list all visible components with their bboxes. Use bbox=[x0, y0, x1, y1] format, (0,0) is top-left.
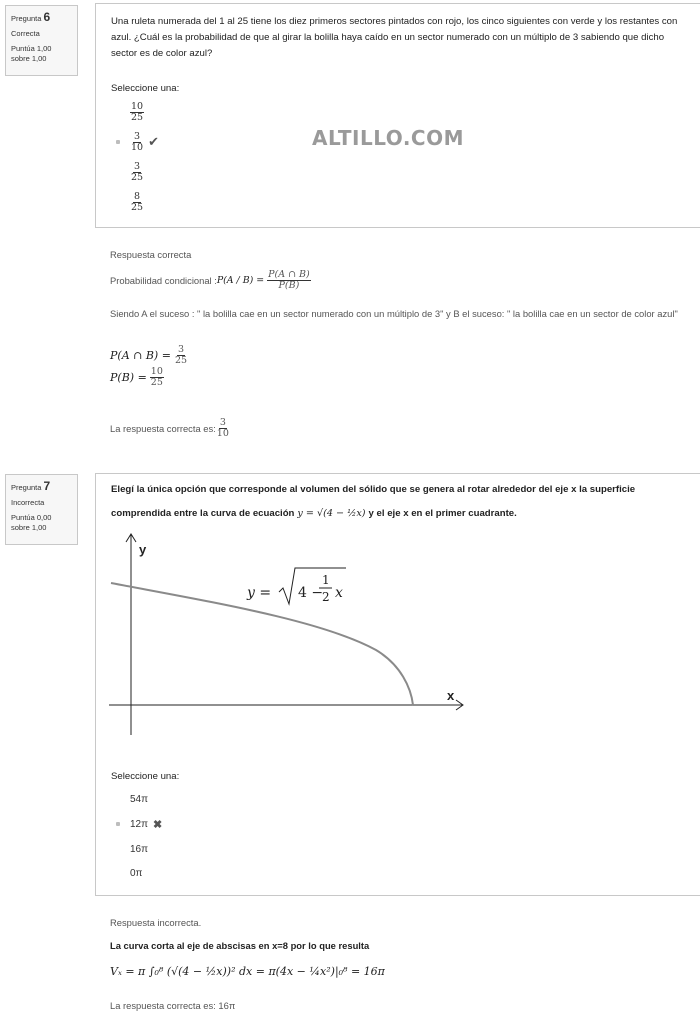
question-score: Puntúa 1,00 sobre 1,00 bbox=[11, 44, 52, 63]
question-6-text: Una ruleta numerada del 1 al 25 tiene los diez primeros sectores pintados con rojo, los cinco siguientes con verde y los restantes con azul. ¿Cuál es la probabilidad de que al girar la bolilla haya caído en un sector numerado con un múltiplo de 3 sabiendo que dicho sector es de color azul? bbox=[111, 16, 678, 59]
option-3-25[interactable] bbox=[114, 159, 144, 185]
question-7-text-suffix: y el eje x en el primer cuadrante. bbox=[368, 508, 517, 519]
function-graph bbox=[101, 530, 471, 745]
p-b-line bbox=[110, 367, 164, 388]
option-radio[interactable] bbox=[114, 869, 122, 877]
option-radio[interactable] bbox=[114, 168, 122, 176]
option-fraction: $\frac{10}{25}$ bbox=[131, 100, 144, 123]
curve-equation-frac-den: 2 bbox=[322, 590, 330, 604]
conditional-fraction: $\frac{P(A \cap B)}{P(B)}$ bbox=[268, 269, 310, 291]
question-7-info bbox=[5, 474, 78, 545]
conditional-label: Probabilidad condicional : bbox=[110, 275, 217, 286]
question-7-equation: y = √(4 − ½x) bbox=[297, 508, 366, 519]
correct-check-icon: ✔ bbox=[148, 134, 159, 149]
p-b-fraction: $\frac{10}{25}$ bbox=[150, 366, 163, 388]
question-6-info bbox=[5, 5, 78, 76]
question-6-box bbox=[95, 3, 700, 228]
option-fraction: $\frac{8}{25}$ bbox=[131, 190, 144, 213]
events-explanation: Siendo A el suceso : " la bolilla cae en un sector numerado con un múltiplo de 3" y B el suceso: " la bolilla cae en un sector de color azul" bbox=[110, 308, 678, 319]
correct-answer-line: La respuesta correcta es: 16π bbox=[110, 1000, 236, 1011]
conditional-probability-line bbox=[110, 270, 311, 291]
question-score: Puntúa 0,00 sobre 1,00 bbox=[11, 513, 52, 532]
option-fraction: $\frac{3}{25}$ bbox=[131, 160, 144, 183]
option-12pi[interactable] bbox=[114, 811, 162, 837]
option-fraction: $\frac{3}{10}$ bbox=[131, 130, 144, 153]
option-8-25[interactable] bbox=[114, 189, 144, 215]
y-axis-label: y bbox=[139, 542, 147, 557]
curve bbox=[111, 583, 413, 705]
question-number: 6 bbox=[43, 10, 51, 24]
question-7-text-line1: Elegí la única opción que corresponde al volumen del sólido que se genera al rotar alrededor del eje x la superficie bbox=[111, 484, 636, 495]
p-a-and-b-fraction: $\frac{3}{25}$ bbox=[174, 344, 188, 366]
question-state: Incorrecta bbox=[11, 498, 45, 507]
curve-equation-rad-b: x bbox=[335, 585, 343, 601]
option-radio[interactable] bbox=[114, 795, 122, 803]
option-radio-selected[interactable] bbox=[114, 138, 122, 146]
question-state: Correcta bbox=[11, 29, 40, 38]
option-radio[interactable] bbox=[114, 108, 122, 116]
option-54pi[interactable] bbox=[114, 786, 148, 812]
correct-answer-label: La respuesta correcta es: bbox=[110, 423, 216, 434]
question-7-text-prefix: comprendida entre la curva de ecuación bbox=[111, 508, 295, 519]
volume-formula: Vₓ = π ∫₀⁸ (√(4 − ½x))² dx = π(4x − ¼x²)|₀⁸ = 16π bbox=[110, 965, 385, 978]
option-label: 16π bbox=[130, 843, 149, 855]
p-b-lhs: P(B) = bbox=[110, 371, 147, 384]
feedback-title: Respuesta incorrecta. bbox=[110, 917, 202, 928]
option-10-25[interactable] bbox=[114, 99, 144, 125]
x-axis-label: x bbox=[447, 688, 455, 703]
feedback-explanation: La curva corta al eje de abscisas en x=8 por lo que resulta bbox=[110, 940, 370, 951]
question-7-box bbox=[95, 473, 700, 896]
p-a-and-b-line bbox=[110, 345, 188, 366]
correct-answer-fraction: $\frac{3}{10}$ bbox=[216, 417, 229, 439]
question-label: Pregunta bbox=[11, 483, 42, 492]
option-label: 54π bbox=[130, 793, 149, 805]
select-one-label: Seleccione una: bbox=[111, 771, 180, 782]
option-label: 0π bbox=[130, 867, 143, 879]
curve-equation-frac-num: 1 bbox=[322, 573, 330, 587]
incorrect-x-icon: ✖ bbox=[153, 818, 163, 831]
option-16pi[interactable] bbox=[114, 836, 148, 862]
p-a-and-b-lhs: P(A ∩ B) = bbox=[110, 349, 171, 362]
option-radio[interactable] bbox=[114, 198, 122, 206]
question-label: Pregunta bbox=[11, 14, 42, 23]
correct-answer-line bbox=[110, 418, 230, 439]
curve-equation-lhs: y = bbox=[247, 585, 272, 601]
option-3-10[interactable] bbox=[114, 129, 159, 155]
feedback-title: Respuesta correcta bbox=[110, 249, 192, 260]
curve-equation-rad-a: 4 − bbox=[298, 585, 324, 601]
question-number: 7 bbox=[43, 479, 51, 493]
option-radio[interactable] bbox=[114, 845, 122, 853]
option-0pi[interactable] bbox=[114, 860, 142, 886]
watermark: ALTILLO.COM bbox=[312, 126, 465, 150]
conditional-lhs: P(A / B) = bbox=[216, 275, 265, 286]
question-7-text-line2 bbox=[111, 506, 689, 522]
option-label: 12π bbox=[130, 818, 149, 830]
select-one-label: Seleccione una: bbox=[111, 83, 180, 94]
option-radio-selected[interactable] bbox=[114, 820, 122, 828]
